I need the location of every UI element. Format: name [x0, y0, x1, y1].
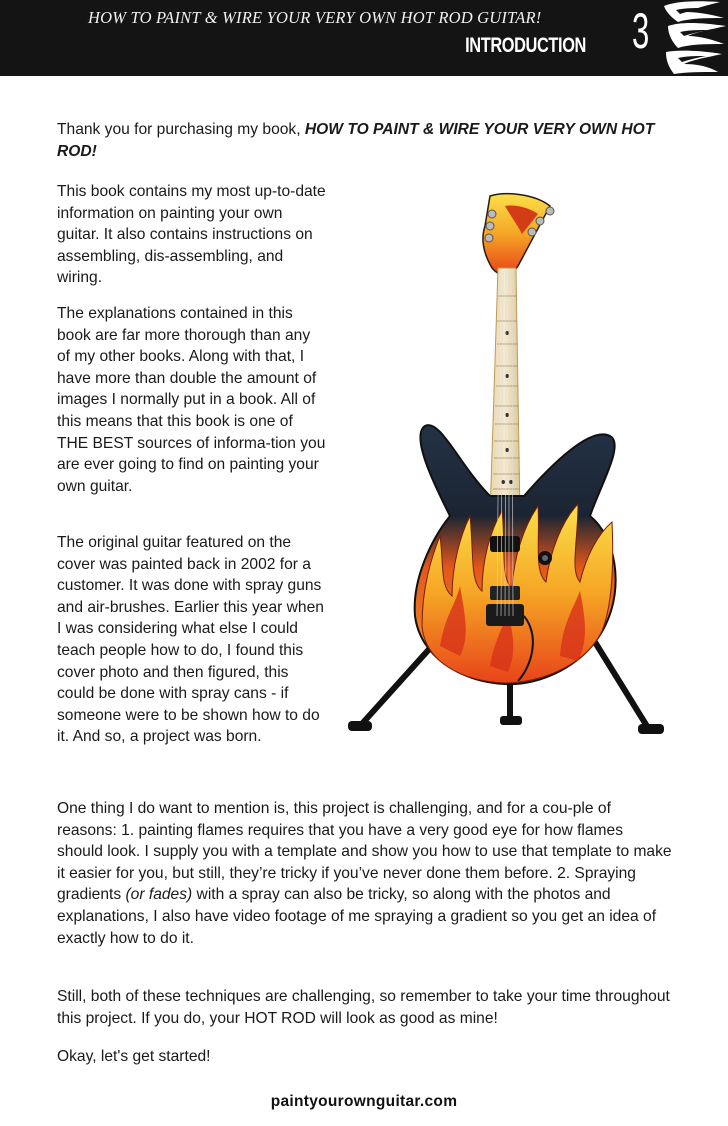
book-contents-paragraph: This book contains my most up-to-date information on painting your own guitar. It also contains instructions on assembling, dis-assembling, and wiring. — [57, 183, 326, 287]
techniques-paragraph: Still, both of these techniques are challenging, so remember to take your time throughout this project. If you do, your HOT ROD will look as good as mine! — [57, 988, 670, 1027]
website-url: paintyourownguitar.com — [270, 1093, 458, 1110]
intro-paragraph — [57, 119, 672, 162]
intro-book-title: HOW TO PAINT & WIRE YOUR VERY OWN HOT ROD! — [57, 121, 655, 160]
intro-lead-text: Thank you for purchasing my book, — [57, 121, 305, 138]
challenge-paragraph — [57, 798, 672, 949]
closing-line: Okay, let's get started! — [57, 1048, 211, 1065]
original-guitar-paragraph: The original guitar featured on the cover was painted back in 2002 for a customer. It was done with spray guns and air-brushes. Earlier this year when I was considering what else I could teach people how to do, I found this cover photo and then figured, this could be done with spray cans - if someone were to be shown how to do it. And so, a project was born. — [57, 534, 324, 746]
book-title: HOW TO PAINT & WIRE YOUR VERY OWN HOT ROD GUITAR! — [88, 8, 542, 27]
page-header — [0, 0, 728, 76]
challenge-text-a: One thing I do want to mention is, this project is challenging, and for a cou-ple of reasons: 1. painting flames requires that you have a very good eye for how flames should look. I supply you with a template and show you how to use that template to make it easier for you, but still, they’re tricky if you’ve never done them before. 2. Spraying gradients — [57, 800, 672, 904]
fades-note: (or fades) — [125, 886, 193, 904]
chapter-title: INTRODUCTION — [465, 34, 586, 57]
challenge-text-b: with a spray can also be tricky, so along with the photos and explanations, I also have video footage of me spraying a gradient so you get an idea of exactly how to do it. — [57, 886, 657, 947]
hot-rod-guitar-image — [340, 186, 670, 746]
flame-decoration-icon — [660, 0, 728, 76]
page-number: 3 — [632, 3, 650, 59]
explanations-paragraph: The explanations contained in this book are far more thorough than any of my other books. Along with that, I have more than double the amount of images I normally put in a book. All of this means that this book is one of THE BEST sources of informa-tion you are ever going to find on painting your own guitar. — [57, 305, 326, 495]
